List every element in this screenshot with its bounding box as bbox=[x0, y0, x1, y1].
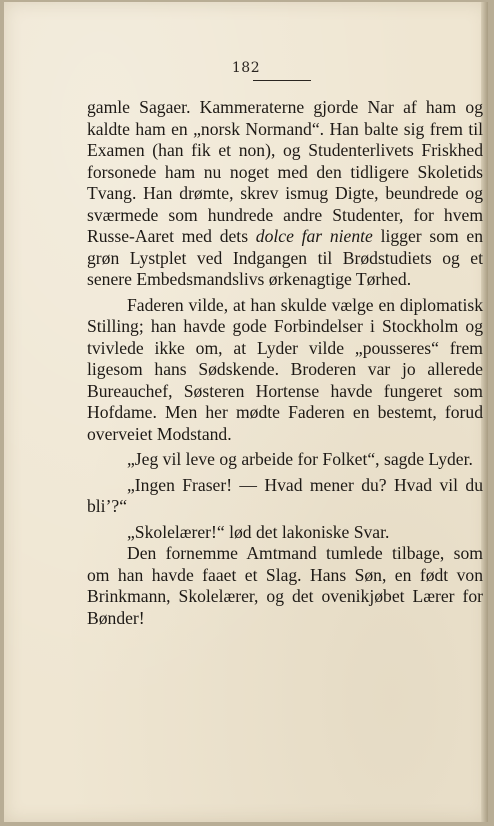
paragraph-5-text: „Skolelærer!“ lød det lakoniske Svar. bbox=[127, 521, 390, 542]
paragraph-1-text-b: ligger som en grøn Lystplet ved Indgangen til Brødstudiets og et senere Embedsmandslivs ørkenagtige Tørhed. bbox=[87, 226, 484, 289]
paragraph-6 bbox=[87, 543, 483, 629]
paragraph-6-text: Den fornemme Amtmand tumlede tilbage, som om han havde faaet et Slag. Hans Søn, en født von Brinkmann, Skolelærer, og det ovenikjøbet Lærer for Bønder! bbox=[87, 543, 483, 628]
paragraph-4 bbox=[87, 475, 483, 518]
page-number-rule bbox=[253, 80, 311, 81]
paragraph-2-text: Faderen vilde, at han skulde vælge en diplomatisk Stilling; han havde gode Forbindelser i Stockholm og tvivlede ikke om, at Lyder vilde „pousseres“ frem ligesom hans Sødskende. Broderen var jo allerede Bureauchef, Søsteren Hortense havde fungeret som Hofdame. Men her mødte Faderen en bestemt, forud overveiet Modstand. bbox=[87, 294, 483, 444]
paragraph-1 bbox=[87, 97, 483, 291]
paragraph-3 bbox=[87, 449, 483, 471]
paragraph-1-text-a: gamle Sagaer. Kammeraterne gjorde Nar af ham og kaldte ham en „norsk Normand“. Han balte sig frem til Examen (han fik et non), og Studenterlivets Friskhed forsonede ham nu noget med den tidligere Skoletids Tvang. Han drømte, skrev ismug Digte, beundrede og sværmede som hundrede andre Studenter, for hvem Russe-Aaret med dets bbox=[87, 97, 483, 246]
paragraph-5 bbox=[87, 522, 483, 544]
paragraph-3-text: „Jeg vil leve og arbeide for Folket“, sagde Lyder. bbox=[127, 449, 473, 469]
book-page bbox=[4, 2, 488, 822]
body-text bbox=[87, 97, 483, 629]
paragraph-4-text: „Ingen Fraser! — Hvad mener du? Hvad vil du bli’?“ bbox=[87, 474, 483, 516]
page-number: 182 bbox=[231, 60, 261, 76]
paragraph-2 bbox=[87, 295, 483, 446]
italic-phrase: dolce far niente bbox=[255, 226, 373, 246]
